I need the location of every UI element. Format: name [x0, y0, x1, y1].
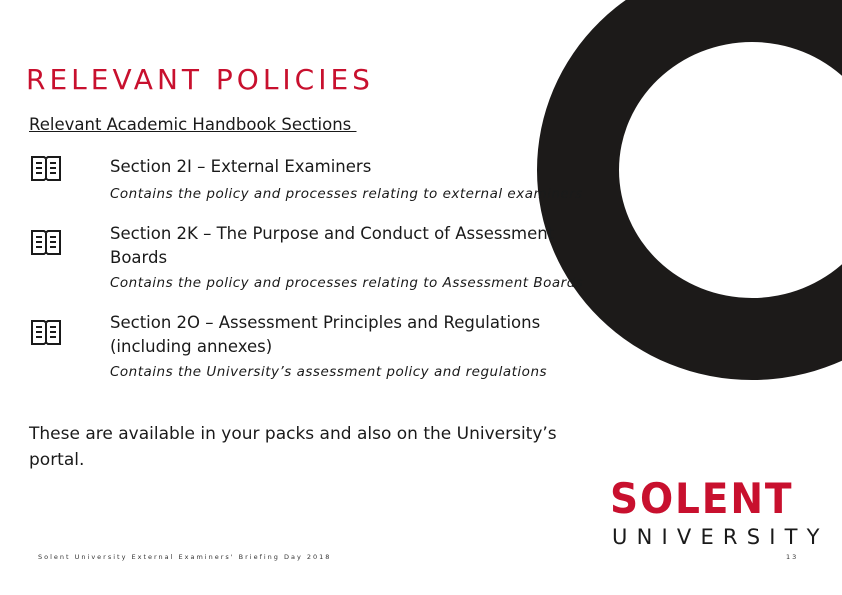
section-description: Contains the University’s assessment policy and regulations [110, 364, 548, 380]
closing-text: These are available in your packs and also on the University’s portal. [29, 424, 557, 470]
logo-wordmark-bottom: UNIVERSITY [612, 525, 829, 549]
section-title: Section 2K – The Purpose and Conduct of Assessment Boards [110, 224, 555, 267]
slide-title: RELEVANT POLICIES [26, 62, 374, 96]
book-icon [30, 318, 62, 346]
book-icon [30, 228, 62, 256]
section-description: Contains the policy and processes relating to Assessment Boards [110, 275, 584, 291]
section-description: Contains the policy and processes relating to external examiners [110, 186, 583, 202]
section-title: Section 2O – Assessment Principles and Regulations (including annexes) [110, 313, 541, 356]
slide-subtitle: Relevant Academic Handbook Sections [29, 115, 357, 134]
logo-wordmark-top: SOLENT [610, 474, 794, 523]
section-title: Section 2I – External Examiners [110, 157, 372, 176]
page-number: 13 [786, 553, 799, 561]
footer-text: Solent University External Examiners' Briefing Day 2018 [38, 553, 332, 561]
book-icon [30, 154, 62, 182]
